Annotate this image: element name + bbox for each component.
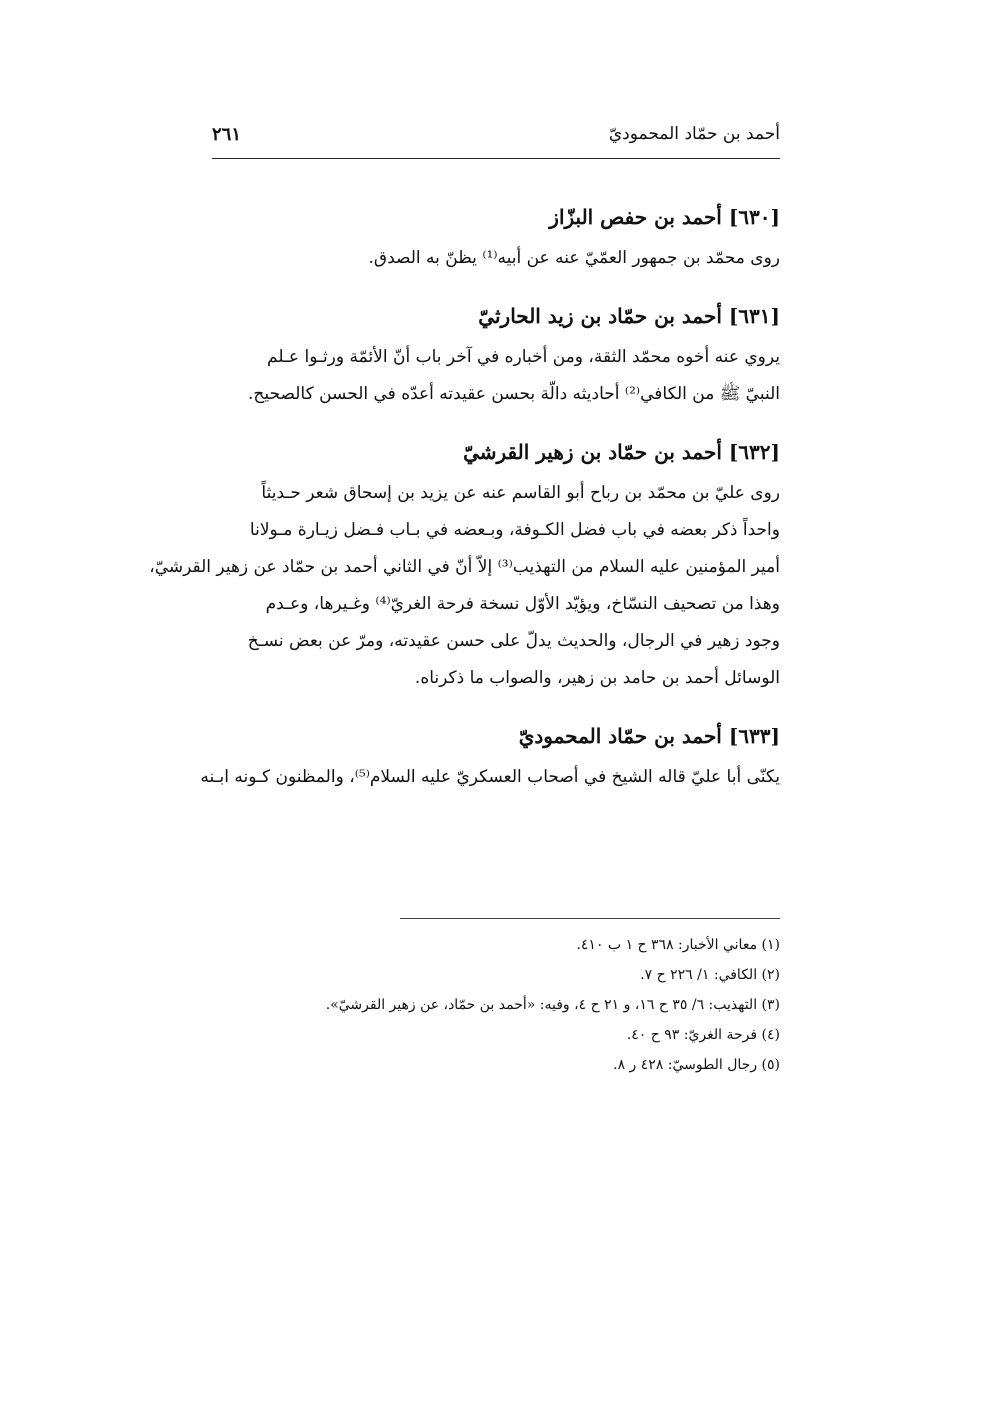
entry-633: [200, 719, 780, 796]
running-title: أحمد بن حمّاد المحموديّ: [608, 124, 780, 144]
entry-body: [149, 475, 780, 697]
text-line: روى محمّد بن جمهور العمّيّ عنه عن أبيه⁽¹⁾ يظنّ به الصدق.: [368, 248, 780, 268]
footnote-item: (١) معاني الأخبار: ٣٦٨ ح ١ ب ٤١٠.: [576, 937, 780, 953]
main-content: [149, 200, 780, 818]
entry-631: [212, 299, 780, 413]
text-line: النبيّ ﷺ من الكافي⁽²⁾ أحاديثه دالّة بحسن عقيدته أعدّه في الحسن كالصحيح.: [248, 384, 780, 404]
text-line: يروي عنه أخوه محمّد الثقة، ومن أخباره في آخر باب أنّ الأئمّة ورثـوا عـلم: [267, 347, 780, 367]
footnote-item: (٥) رجال الطوسيّ: ٤٢٨ ر ٨.: [613, 1057, 780, 1073]
footnote-item: (٤) فرحة الغريّ: ٩٣ ح ٤٠.: [626, 1027, 780, 1043]
text-line: أمير المؤمنين عليه السلام من التهذيب⁽³⁾ إلاّ أنّ في الثاني أحمد بن حمّاد عن زهير القرشيّ،: [149, 557, 780, 577]
footnote-item: (٣) التهذيب: ٦/ ٣٥ ح ١٦، و ٢١ ح ٤، وفيه: «أحمد بن حمّاد، عن زهير القرشيّ».: [325, 997, 780, 1013]
text-line: وهذا من تصحيف النسّاخ، ويؤيّد الأوّل نسخة فرحة الغريّ⁽⁴⁾ وغـيرها، وعـدم: [265, 594, 780, 614]
text-line: وجود زهير في الرجال، والحديث يدلّ على حسن عقيدته، ومرّ عن بعض نسـخ: [247, 631, 780, 651]
text-line: الوسائل أحمد بن حامد بن زهير، والصواب ما ذكرناه.: [414, 668, 780, 688]
page-number: ٢٦١: [212, 124, 242, 145]
entry-630: [212, 200, 780, 277]
footnote-item: (٢) الكافي: ١/ ٢٢٦ ح ٧.: [640, 967, 780, 983]
footnote-divider: [400, 918, 780, 919]
entry-body: [212, 240, 780, 277]
text-line: واحداً ذكر بعضه في باب فضل الكـوفة، وبـعضه في بـاب فـضل زيـارة مـولانا: [249, 520, 780, 540]
entry-heading: [٦٣٢] أحمد بن حمّاد بن زهير القرشيّ: [463, 440, 780, 464]
entry-body: [200, 759, 780, 796]
page-header: [212, 118, 780, 159]
entry-body: [212, 339, 780, 413]
entry-heading: [٦٣٠] أحمد بن حفص البزّاز: [549, 205, 780, 229]
entry-heading: [٦٣٣] أحمد بن حمّاد المحموديّ: [518, 724, 780, 748]
footnotes: [212, 930, 780, 1080]
text-line: روى عليّ بن محمّد بن رباح أبو القاسم عنه عن يزيد بن إسحاق شعر حـديثاً: [261, 483, 780, 503]
entry-heading: [٦٣١] أحمد بن حمّاد بن زيد الحارثيّ: [478, 304, 780, 328]
text-line: يكنّى أبا عليّ قاله الشيخ في أصحاب العسكريّ عليه السلام⁽⁵⁾، والمظنون كـونه ابـنه: [200, 767, 780, 787]
entry-632: [149, 435, 780, 697]
